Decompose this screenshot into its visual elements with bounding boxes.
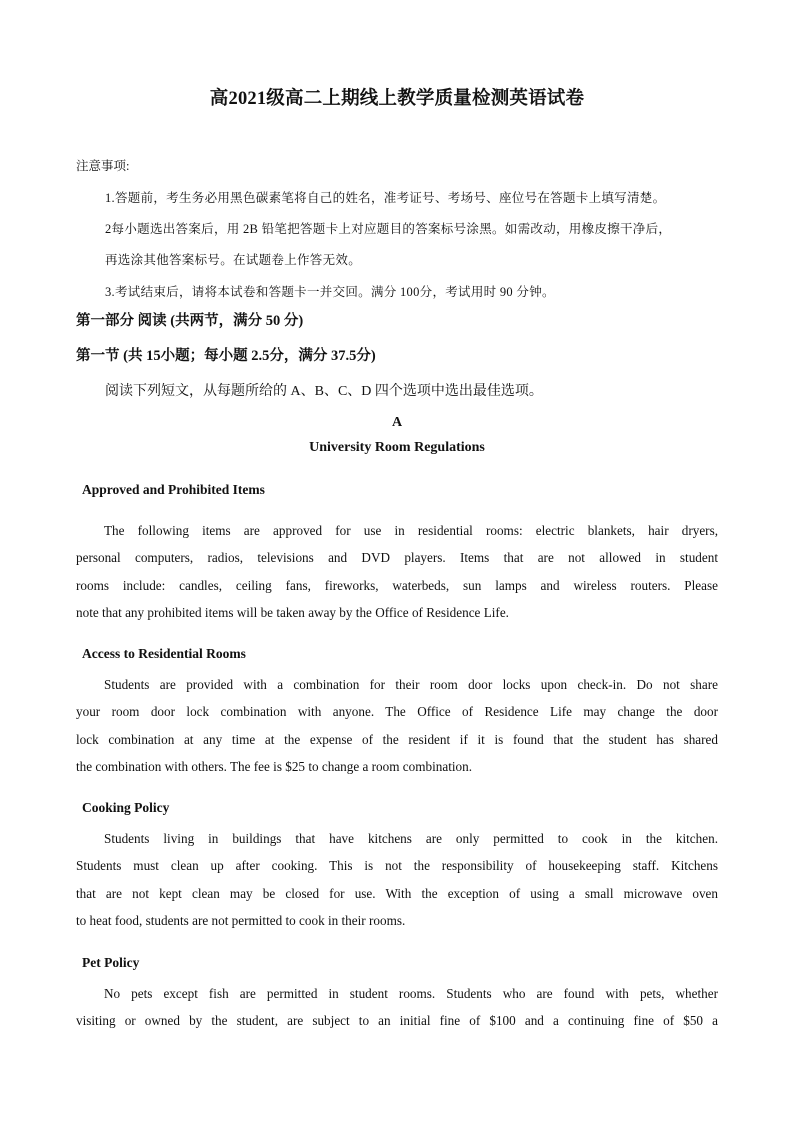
paragraph-line: No pets except fish are permitted in student rooms. Students who are found with pets, whether xyxy=(104,986,718,1001)
note-item: 再选涂其他答案标号。在试题卷上作答无效。 xyxy=(105,253,362,267)
paragraph-line: rooms include: candles, ceiling fans, fireworks, waterbeds, sun lamps and wireless routers. Please xyxy=(76,578,718,593)
paragraph-line: the combination with others. The fee is $25 to change a room combination. xyxy=(76,759,473,774)
part-heading: 第一部分 阅读 (共两节，满分 50 分) xyxy=(76,313,304,329)
paragraph-line: The following items are approved for use in residential rooms: electric blankets, hair dryers, xyxy=(104,523,718,538)
reading-instruction: 阅读下列短文，从每题所给的 A、B、C、D 四个选项中选出最佳选项。 xyxy=(105,384,543,399)
passage-subheading: Cooking Policy xyxy=(82,800,170,815)
passage-subheading: Pet Policy xyxy=(82,955,140,970)
note-item: 1.答题前，考生务必用黑色碳素笔将自己的姓名，准考证号、考场号、座位号在答题卡上填写清楚。 xyxy=(105,191,666,205)
passage-title: University Room Regulations xyxy=(309,440,485,455)
paragraph-line: Students must clean up after cooking. This is not the responsibility of housekeeping staff. Kitchens xyxy=(76,858,718,873)
paragraph-line: note that any prohibited items will be taken away by the Office of Residence Life. xyxy=(76,605,509,620)
passage-subheading: Approved and Prohibited Items xyxy=(82,482,265,497)
passage-subheading: Access to Residential Rooms xyxy=(82,646,246,661)
paragraph-line: that are not kept clean may be closed for use. With the exception of using a small microwave oven xyxy=(76,886,718,901)
exam-title: 高2021级高二上期线上教学质量检测英语试卷 xyxy=(209,89,585,109)
paragraph-line: Students living in buildings that have kitchens are only permitted to cook in the kitchen. xyxy=(104,831,718,846)
paragraph-line: lock combination at any time at the expense of the resident if it is found that the student has shared xyxy=(76,732,718,747)
note-item: 2每小题选出答案后，用 2B 铅笔把答题卡上对应题目的答案标号涂黑。如需改动，用橡皮擦干净后， xyxy=(105,222,672,236)
notes-label: 注意事项: xyxy=(76,159,130,173)
section-heading: 第一节 (共 15小题；每小题 2.5分，满分 37.5分) xyxy=(76,348,376,364)
paragraph-line: visiting or owned by the student, are subject to an initial fine of $100 and a continuing fine of $50 a xyxy=(76,1013,718,1028)
paragraph-line: personal computers, radios, televisions and DVD players. Items that are not allowed in student xyxy=(76,550,718,565)
passage-letter: A xyxy=(391,415,403,430)
paragraph-line: to heat food, students are not permitted to cook in their rooms. xyxy=(76,913,406,928)
note-item: 3.考试结束后，请将本试卷和答题卡一并交回。满分 100分，考试用时 90 分钟。 xyxy=(105,285,555,299)
paragraph-line: your room door lock combination with anyone. The Office of Residence Life may change the door xyxy=(76,704,718,719)
paragraph-line: Students are provided with a combination for their room door locks upon check-in. Do not share xyxy=(104,677,718,692)
